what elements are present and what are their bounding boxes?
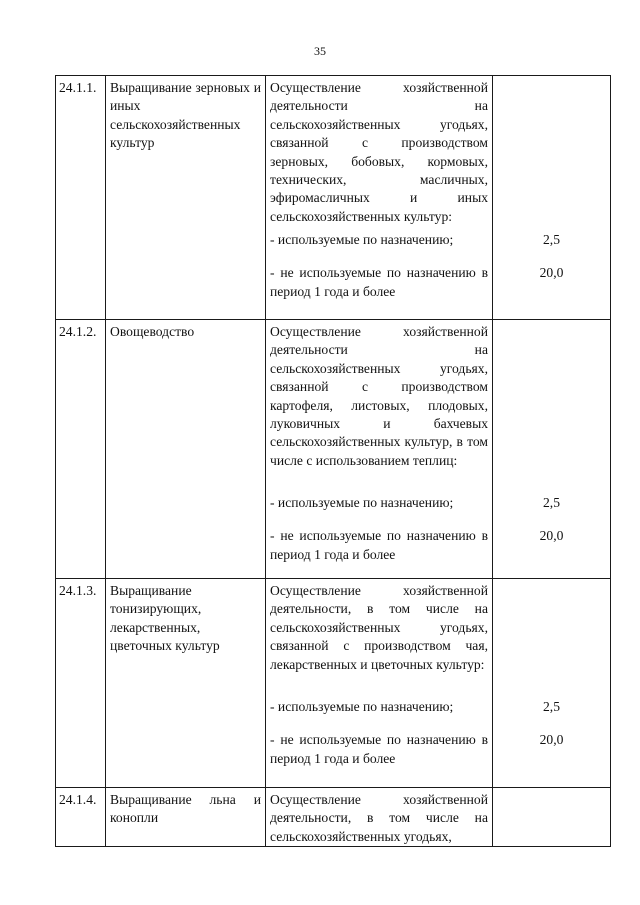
- table-row: [56, 579, 611, 788]
- item-used: - используемые по назначению;: [270, 699, 454, 714]
- row-name: Овощеводство: [106, 320, 266, 579]
- row-values-cell: [493, 788, 611, 847]
- item-used: - используемые по назначению;: [270, 232, 454, 247]
- table-row: [56, 320, 611, 579]
- row-values-cell: [493, 76, 611, 320]
- value-unused: 20,0: [539, 528, 564, 544]
- row-code: 24.1.3.: [56, 579, 106, 788]
- row-values-cell: [493, 320, 611, 579]
- land-use-table: [55, 75, 611, 847]
- item-unused: - не используемые по назначению в период 1 года и более: [270, 528, 488, 562]
- row-name: Выращивание тонизирующих, лекарственных, цветочных культур: [106, 579, 266, 788]
- row-name: Выращивание зерновых и иных сельскохозяйственных культур: [106, 76, 266, 320]
- row-code: 24.1.4.: [56, 788, 106, 847]
- item-unused: - не используемые по назначению в период 1 года и более: [270, 265, 488, 299]
- row-description-cell: [266, 320, 493, 579]
- row-description: Осуществление хозяйственной деятельности, в том числе на сельскохозяйственных угодьях,: [270, 792, 488, 844]
- table-row: [56, 76, 611, 320]
- item-unused: - не используемые по назначению в период 1 года и более: [270, 732, 488, 766]
- value-used: 2,5: [543, 699, 560, 714]
- row-description: Осуществление хозяйственной деятельности на сельскохозяйственных угодьях, связанной с производством зерновых, бобовых, кормовых, технических, масличных, эфиромасличных и иных сельскохозяйственных культур:: [270, 80, 488, 224]
- row-name: Выращивание льна и конопли: [106, 788, 266, 847]
- row-code: 24.1.2.: [56, 320, 106, 579]
- row-description-cell: [266, 788, 493, 847]
- table-row: [56, 788, 611, 847]
- page-number: 35: [314, 44, 326, 58]
- row-description-cell: [266, 76, 493, 320]
- value-unused: 20,0: [539, 732, 564, 748]
- item-used: - используемые по назначению;: [270, 495, 454, 510]
- value-unused: 20,0: [539, 265, 564, 281]
- value-used: 2,5: [543, 232, 560, 247]
- row-code: 24.1.1.: [56, 76, 106, 320]
- row-values-cell: [493, 579, 611, 788]
- row-description-cell: [266, 579, 493, 788]
- row-description: Осуществление хозяйственной деятельности на сельскохозяйственных угодьях, связанной с производством картофеля, листовых, плодовых, луковичных и бахчевых сельскохозяйственных культур, в том числе с использованием теплиц:: [270, 324, 488, 468]
- row-description: Осуществление хозяйственной деятельности, в том числе на сельскохозяйственных угодьях, связанной с производством чая, лекарственных и цветочных культур:: [270, 583, 488, 672]
- value-used: 2,5: [543, 495, 560, 510]
